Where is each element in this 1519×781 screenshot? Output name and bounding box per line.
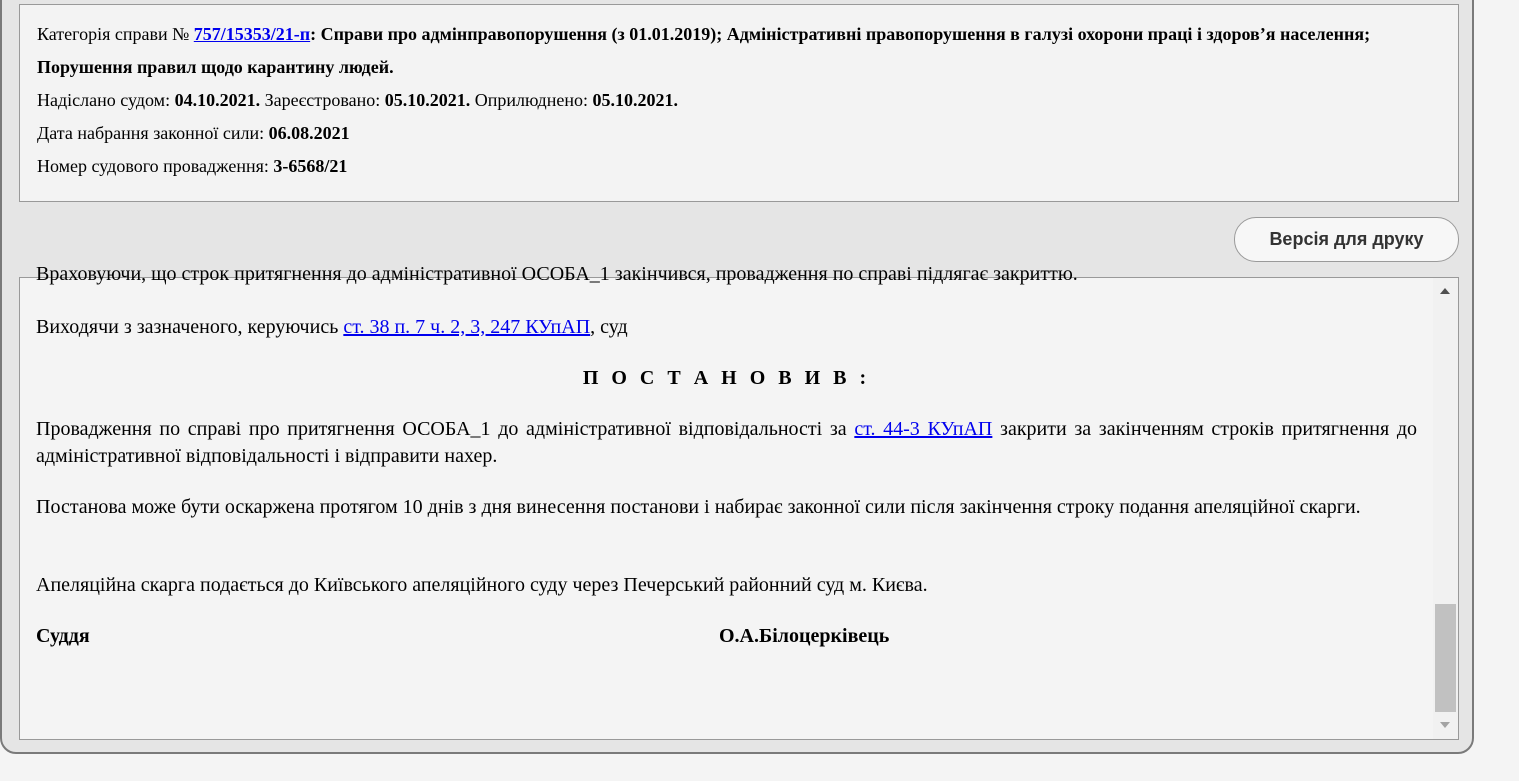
category-text: : Справи про адмінправопорушення (з 01.01.2019); Адміністративні правопорушення в галузі охорони праці і здоров’я населення; Порушення правил щодо карантину людей. [37,24,1371,77]
registered-label: Зареєстровано: [264,90,381,110]
case-info-panel [19,4,1459,202]
resolution-title: П О С Т А Н О В И В : [582,367,871,389]
effective-date: 06.08.2021 [268,123,350,143]
scroll-up-arrow-icon[interactable] [1440,288,1450,294]
sent-date: 04.10.2021. [174,90,261,110]
published-date: 05.10.2021. [592,90,678,110]
law-link-art-44-3[interactable]: ст. 44-3 КУпАП [854,418,993,440]
paragraph-text: Провадження по справі про притягнення ОСОБА_1 до адміністративної відповідальності за [36,418,855,440]
sent-label: Надіслано судом: [37,90,171,110]
case-number-link[interactable]: 757/15353/21-п [193,24,311,44]
paragraph-appeal-term: Постанова може бути оскаржена протягом 10 днів з дня винесення постанови і набирає законної сили після закінчення строку подання апеляційної скарги. [36,496,1361,518]
proceeding-label: Номер судового провадження: [37,156,269,176]
clipped-paragraph: Враховуючи, що строк притягнення до адміністративної ОСОБА_1 закінчився, провадження по справі підлягає закриттю. [36,263,1078,285]
proceeding-row [37,150,1441,183]
case-category [37,18,1441,84]
paragraph-text: закрити за закінченням строків притягнення до адміністративної відповідальності і відправити нахер. [36,418,1417,467]
paragraph-appeal-court: Апеляційна скарга подається до Київського апеляційного суду через Печерський районний суд м. Києва. [36,574,928,596]
scroll-down-arrow-icon[interactable] [1440,722,1450,728]
judge-label: Суддя [36,625,90,647]
paragraph-text: , суд [590,316,628,338]
law-link-art-38[interactable]: ст. 38 п. 7 ч. 2, 3, 247 КУпАП [343,316,591,338]
category-label: Категорія справи № [37,24,190,44]
effective-label: Дата набрання законної сили: [37,123,265,143]
print-version-button[interactable]: Версія для друку [1234,217,1459,262]
registered-date: 05.10.2021. [384,90,471,110]
scroll-thumb[interactable] [1435,604,1456,712]
effective-date-row [37,117,1441,150]
judge-name: О.А.Білоцерківець [719,625,890,647]
published-label: Оприлюднено: [474,90,588,110]
paragraph-resolution [36,416,1417,470]
paragraph-text: Виходячи з зазначеного, керуючись [36,316,344,338]
case-dates [37,84,1441,117]
proceeding-number: 3-6568/21 [273,156,348,176]
paragraph-guided [36,314,1417,341]
document-viewer[interactable] [19,263,1459,740]
vertical-scrollbar[interactable] [1433,278,1458,739]
